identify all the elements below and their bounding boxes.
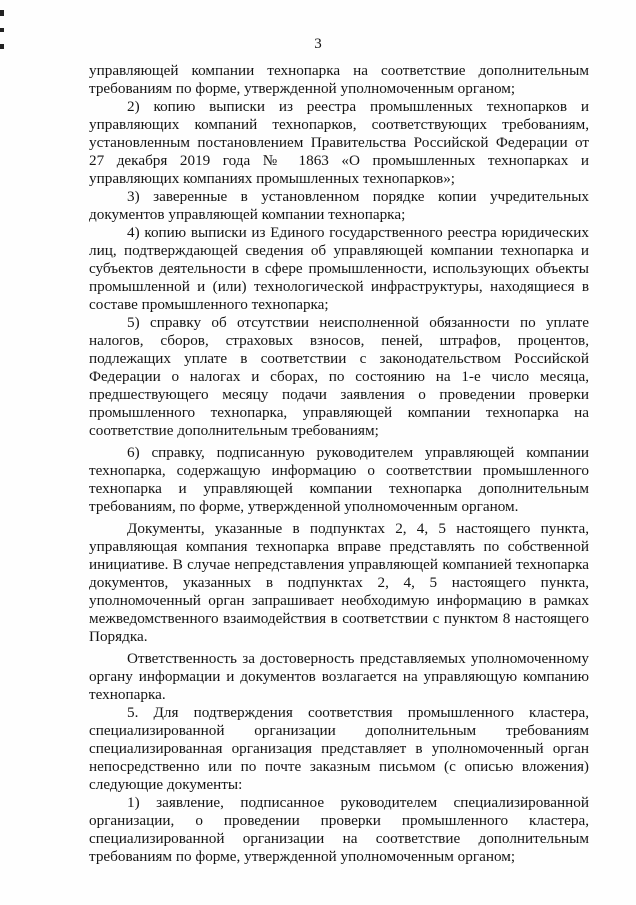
document-body [89,62,589,866]
scan-edge-mark [0,28,4,32]
scan-edge-mark [0,10,4,16]
paragraph-section-5: 5. Для подтверждения соответствия промышленного кластера, специализированной организации дополнительным требованиям специализированная организация представляет в уполномоченный орган непосредственно или по почте заказным письмом (с описью вложения) следующие документы: [89,704,589,793]
paragraph-item-3: 3) заверенные в установленном порядке копии учредительных документов управляющей компании технопарка; [89,188,589,223]
paragraph-section-5-item-1: 1) заявление, подписанное руководителем специализированной организации, о проведении проверки промышленного кластера, специализированной организации на соответствие дополнительным требованиям по форме, утвержденной уполномоченным органом; [89,794,589,865]
paragraph-documents-note: Документы, указанные в подпунктах 2, 4, 5 настоящего пункта, управляющая компания технопарка вправе представлять по собственной инициативе. В случае непредставления управляющей компанией технопарка документов, указанных в подпунктах 2, 4, 5 настоящего пункта, уполномоченный орган запрашивает необходимую информацию в рамках межведомственного взаимодействия в соответствии с пунктом 8 настоящего Порядка. [89,520,589,645]
paragraph-item-5: 5) справку об отсутствии неисполненной обязанности по уплате налогов, сборов, страховых взносов, пеней, штрафов, процентов, подлежащих уплате в соответствии с законодательством Российской Федерации о налогах и сборах, по состоянию на 1-е число месяца, предшествующего месяцу подачи заявления о проведении проверки промышленного технопарка, управляющей компании технопарка на соответствие дополнительным требованиям; [89,314,589,439]
paragraph-item-2: 2) копию выписки из реестра промышленных технопарков и управляющих компаний технопарков, соответствующих требованиям, установленным постановлением Правительства Российской Федерации от 27 декабря 2019 года № 1863 «О промышленных технопарках и управляющих компаниях промышленных технопарков»; [89,98,589,187]
page-number: 3 [314,36,322,52]
paragraph-item-4: 4) копию выписки из Единого государственного реестра юридических лиц, подтверждающей сведения об управляющей компании технопарка и субъектов деятельности в сфере промышленности, использующих объекты промышленной и (или) технологической инфраструктуры, находящиеся в составе промышленного технопарка; [89,224,589,313]
paragraph-responsibility: Ответственность за достоверность представляемых уполномоченному органу информации и документов возлагается на управляющую компанию технопарка. [89,650,589,703]
paragraph-item-6: 6) справку, подписанную руководителем управляющей компании технопарка, содержащую информацию о соответствии промышленного технопарка и управляющей компании технопарка дополнительным требованиям, по форме, утвержденной уполномоченным органом. [89,444,589,515]
paragraph-continuation: управляющей компании технопарка на соответствие дополнительным требованиям по форме, утвержденной уполномоченным органом; [89,62,589,97]
